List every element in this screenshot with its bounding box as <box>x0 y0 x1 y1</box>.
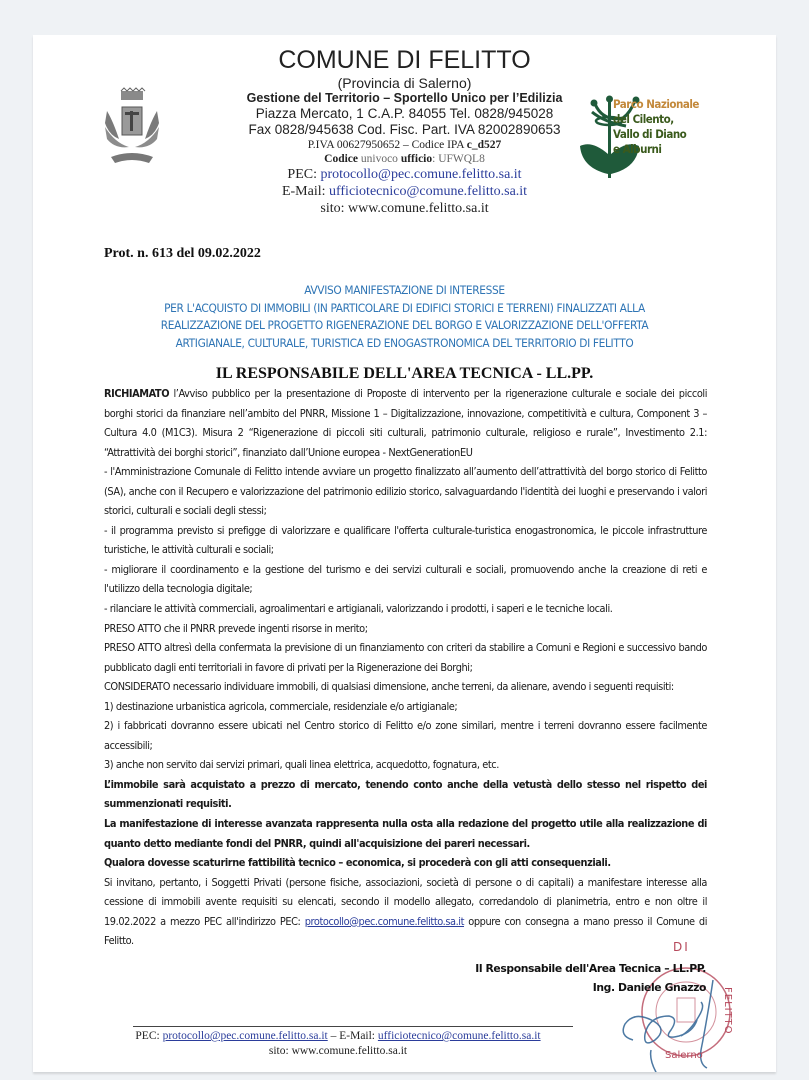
considerato-paragraph: CONSIDERATO necessario individuare immobili, di qualsiasi dimensione, anche terreni, da alienare, avendo i seguenti requisiti: <box>104 680 674 694</box>
richiamato-label: RICHIAMATO <box>104 387 170 400</box>
notice-body <box>104 384 707 951</box>
objective-item: - il programma previsto si prefigge di valorizzare e qualificare l'offerta culturale-turistica enogastronomica, le piccole infrastrutture turistiche, le attività culturali e sociali; <box>104 523 707 557</box>
preso-atto-paragraph: PRESO ATTO che il PNRR prevede ingenti risorse in merito; <box>104 621 368 635</box>
municipality-name: COMUNE DI FELITTO <box>278 46 531 74</box>
signature-block <box>475 959 706 997</box>
preso-atto-paragraph: PRESO ATTO altresì della confermata la previsione di un finanziamento con criteri da stabilire a Comuni e Regioni e successivo bando pubblicato dagli enti territoriali in favore di privati per la Rigenerazione dei Borghi; <box>104 641 707 674</box>
notice-title <box>73 282 736 352</box>
responsible-heading: IL RESPONSABILE DELL'AREA TECNICA - LL.PP. <box>215 365 594 382</box>
footer-separator: – E-Mail: <box>327 1030 378 1042</box>
requirement-item: 1) destinazione urbanistica agricola, commerciale, residenziale e/o artigianale; <box>104 699 458 713</box>
feasibility-text: Qualora dovesse scaturirne fattibilità tecnico – economica, si procederà con gli atti consequenziali. <box>104 856 611 870</box>
park-logo-text <box>613 97 743 157</box>
stamp-text: FELITTO <box>722 987 733 1035</box>
market-price-text: L’immobile sarà acquistato a prezzo di mercato, tenendo conto anche della vetustà dello stesso nel rispetto dei summenzionati requisiti. <box>104 777 707 811</box>
feasibility-statement <box>104 853 707 873</box>
invitation-text: Si invitano, pertanto, i Soggetti Privati (persone fisiche, associazioni, società di persone o di capitali) a manifestare interesse alla cessione di immobili avente requisiti su elencati, secondo il modello allegato, corredandolo di planimetria, entro e non oltre il 19.02.2022 a mezzo PEC all'indirizzo PEC: <box>104 875 707 928</box>
objective-item: - rilanciare le attività commerciali, agroalimentari e artigianali, valorizzando i prodotti, i saperi e le tecniche locali. <box>104 602 613 616</box>
richiamato-text: l’Avviso pubblico per la presentazione di Proposte di intervento per la rigenerazione culturale e sociale dei piccoli borghi storici da finanziare nell’ambito del PNRR, Missione 1 – Digitalizzazione, innovazione, competitività e cultura, Component 3 – Cultura 4.0 (M1C3). Misura 2 “Rigenerazione di piccoli siti culturali, patrimonio culturale, religioso e rurale”, Investimento 2.1: “Attrattività dei borghi storici”, finanziato dall’Unione europea - NextGenerationEU <box>104 387 707 459</box>
ipa-code: c_d527 <box>466 139 502 151</box>
notice-title-line: PER L'ACQUISTO DI IMMOBILI (IN PARTICOLARE DI EDIFICI STORICI E TERRENI) FINALIZZATI ALLA <box>164 300 645 315</box>
park-logo-line: e Alburni <box>613 142 662 156</box>
email-label: E-Mail: <box>281 184 329 199</box>
province: (Provincia di Salerno) <box>337 75 472 91</box>
stamp-text: Salerno <box>665 1050 703 1061</box>
footer-website: sito: www.comune.felitto.sa.it <box>268 1044 408 1057</box>
office-code: : UFWQL8 <box>432 153 485 165</box>
footer-email-link[interactable]: ufficiotecnico@comune.felitto.sa.it <box>377 1030 541 1042</box>
objective-item: - l'Amministrazione Comunale di Felitto intende avviare un progetto finalizzato all’aumento dell’attrattività del borgo storico di Felitto (SA), anche con il Recupero e valorizzazione del patrimonio edilizio storico, salvaguardando l'identità dei luoghi e preservando i valori storici, culturali e sociali degli stessi; <box>104 465 707 518</box>
fax-and-fiscal-code: Fax 0828/945638 Cod. Fisc. Part. IVA 82002890653 <box>248 122 561 137</box>
ufficio-label: ufficio <box>400 153 433 165</box>
park-logo-line: Parco Nazionale <box>613 97 699 111</box>
univoco-label: univoco <box>358 153 401 165</box>
document-page <box>33 35 776 1072</box>
pec-link[interactable]: protocollo@pec.comune.felitto.sa.it <box>320 167 522 182</box>
market-price-statement <box>104 775 707 814</box>
stamp-text: DI <box>673 940 690 954</box>
objective-item: - migliorare il coordinamento e la gestione del turismo e dei servizi culturali e sociali, promuovendo anche la creazione di reti e l'utilizzo della tecnologia digitale; <box>104 562 707 596</box>
footer-pec-label: PEC: <box>135 1030 163 1042</box>
requirement-item: 2) i fabbricati dovranno essere ubicati nel Centro storico di Felitto e/o zone similari, mentre i terreni dovranno essere facilmente accessibili; <box>104 719 707 752</box>
notice-title-line: ARTIGIANALE, CULTURALE, TURISTICA ED ENOGASTRONOMICA DEL TERRITORIO DI FELITTO <box>175 335 634 350</box>
footer-pec-link[interactable]: protocollo@pec.comune.felitto.sa.it <box>162 1030 328 1042</box>
richiamato-paragraph <box>104 384 707 462</box>
notice-title-line: AVVISO MANIFESTAZIONE DI INTERESSE <box>304 283 505 297</box>
park-logo-line: del Cilento, <box>613 112 674 126</box>
email-link[interactable]: ufficiotecnico@comune.felitto.sa.it <box>328 184 528 199</box>
protocol-number: Prot. n. 613 del 09.02.2022 <box>104 246 261 261</box>
vat-ipa-prefix: P.IVA 00627950652 – Codice IPA <box>307 139 467 151</box>
codice-label: Codice <box>324 153 358 165</box>
park-logo-line: Vallo di Diano <box>613 127 687 141</box>
nulla-osta-statement <box>104 814 707 853</box>
invitation-pec-link[interactable]: protocollo@pec.comune.felitto.sa.it <box>304 914 465 928</box>
requirement-item: 3) anche non servito dai servizi primari, quali linea elettrica, acquedotto, fognatura, etc. <box>104 758 499 772</box>
address: Piazza Mercato, 1 C.A.P. 84055 Tel. 0828/945028 <box>255 106 554 121</box>
pec-label: PEC: <box>287 167 321 182</box>
footer-contacts <box>103 1029 573 1044</box>
footer-divider <box>133 1026 573 1027</box>
department: Gestione del Territorio – Sportello Unico per l’Edilizia <box>246 91 563 105</box>
invitation-tail: oppure con consegna a mano presso il Comune di Felitto. <box>104 914 707 948</box>
notice-title-line: REALIZZAZIONE DEL PROGETTO RIGENERAZIONE DEL BORGO E VALORIZZAZIONE DELL'OFFERTA <box>160 318 649 332</box>
footer <box>103 1029 573 1058</box>
signer-name: Ing. Daniele Gnazzo <box>592 981 706 994</box>
website: sito: www.comune.felitto.sa.it <box>320 201 489 216</box>
nulla-osta-text: La manifestazione di interesse avanzata rappresenta nulla osta alla redazione del progetto utile alla realizzazione di quanto detto mediante fondi del PNRR, quindi all'acquisizione dei pareri necessari. <box>104 817 707 850</box>
signer-role: Il Responsabile dell'Area Tecnica – LL.PP. <box>475 962 706 975</box>
